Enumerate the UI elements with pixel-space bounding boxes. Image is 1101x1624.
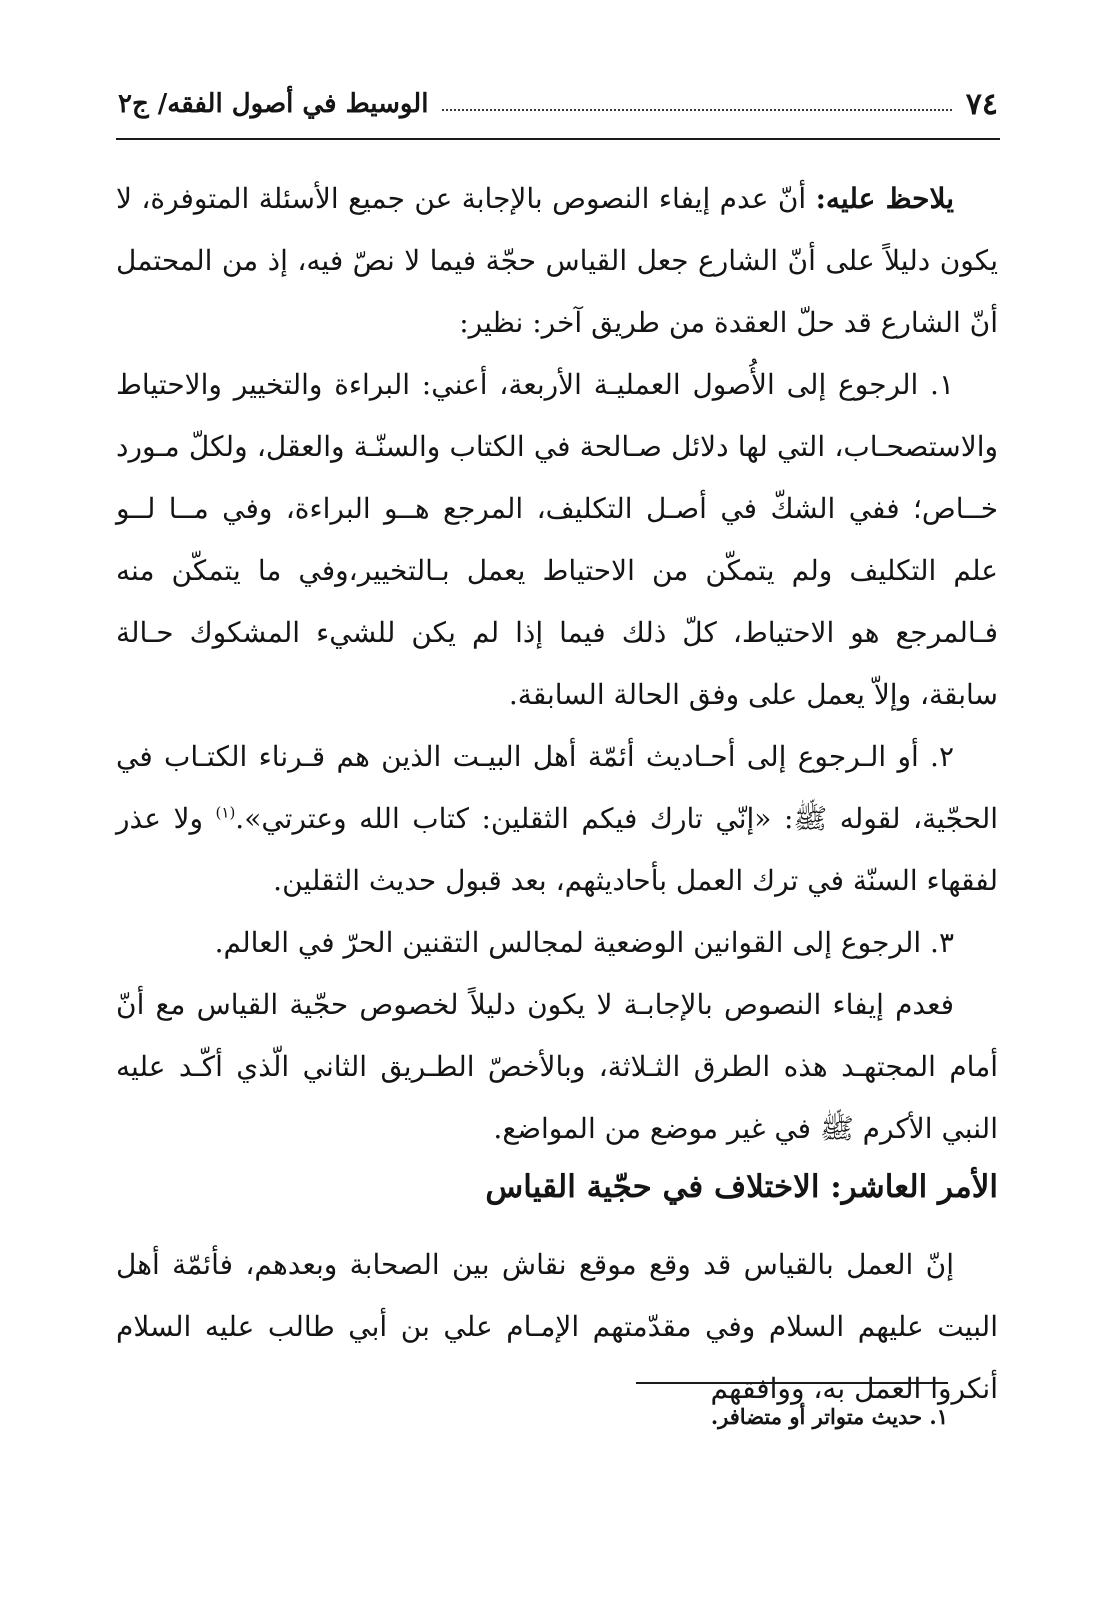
page-number: ٧٤	[965, 86, 998, 122]
paragraph-objection	[116, 168, 998, 354]
paragraph-item-1: ١. الرجوع إلى الأُصول العمليـة الأربعة، أعني: البراءة والتخيير والاحتياط والاستصحـاب، التي لها دلائل صـالحة في الكتاب والسنّـة والعقل، ولكلّ مـورد خــاص؛ ففي الشكّ في أصـل التكليف، المرجع هــو البراءة، وفي مــا لــو علم التكليف ولم يتمكّن من الاحتياط يعمل بـالتخيير،وفي ما يتمكّن منه فـالمرجع هو الاحتياط، كلّ ذلك فيما إذا لم يكن للشيء المشكوك حـالة سابقة، وإلاّ يعمل على وفق الحالة السابقة.	[116, 368, 999, 711]
running-head	[118, 84, 998, 124]
objection-text: أنّ عدم إيفاء النصوص بالإجابة عن جميع الأسئلة المتوفرة، لا يكون دليلاً على أنّ الشارع جعل القياس حجّة فيما لا نصّ فيه، إذ من المحتمل أنّ الشارع قد حلّ العقدة من طريق آخر: نظير:	[116, 182, 998, 339]
footnote: ١. حديث متواتر أو متضافر.	[710, 1404, 948, 1429]
footnote-reference[interactable]: (١)	[215, 803, 236, 822]
paragraph-item-3: ٣. الرجوع إلى القوانين الوضعية لمجالس التقنين الحرّ في العالم.	[214, 926, 954, 959]
objection-lead: يلاحظ عليه:	[815, 182, 954, 215]
header-rule	[116, 138, 1000, 140]
item-2-continuation: ولا عذر لفقهاء السنّة في ترك العمل بأحاديثهم، بعد قبول حديث الثقلين.	[116, 802, 998, 897]
section-paragraph: إنّ العمل بالقياس قد وقع موقع نقاش بين الصحابة وبعدهم، فأئمّة أهل البيت عليهم السلام وفي مقدّمتهم الإمـام علي بن أبي طالب عليه السلام أنكروا العمل به، ووافقهم	[116, 1248, 998, 1405]
item-2-text: ٢. أو الـرجوع إلى أحـاديث أئمّة أهل البيـت الذين هم قـرناء الكتـاب في الحجّية، لقوله ﷺ: «إنّي تارك فيكم الثقلين: كتاب الله وعترتي».	[116, 740, 998, 835]
section-heading: الأمر العاشر: الاختلاف في حجّية القياس	[485, 1169, 998, 1205]
paragraph-item-2	[116, 726, 998, 912]
footnote-rule	[636, 1382, 948, 1384]
book-title: الوسيط في أصول الفقه/ ج٢	[118, 89, 429, 119]
main-text	[116, 168, 998, 1160]
header-dot-leader	[442, 109, 951, 111]
paragraph-conclusion: فعدم إيفاء النصوص بالإجابـة لا يكون دليلاً لخصوص حجّية القياس مع أنّ أمام المجتهـد هذه الطرق الثـلاثة، وبالأخصّ الطـريق الثاني الّذي أكّـد عليه النبي الأكرم ﷺ في غير موضع من المواضع.	[116, 988, 998, 1145]
